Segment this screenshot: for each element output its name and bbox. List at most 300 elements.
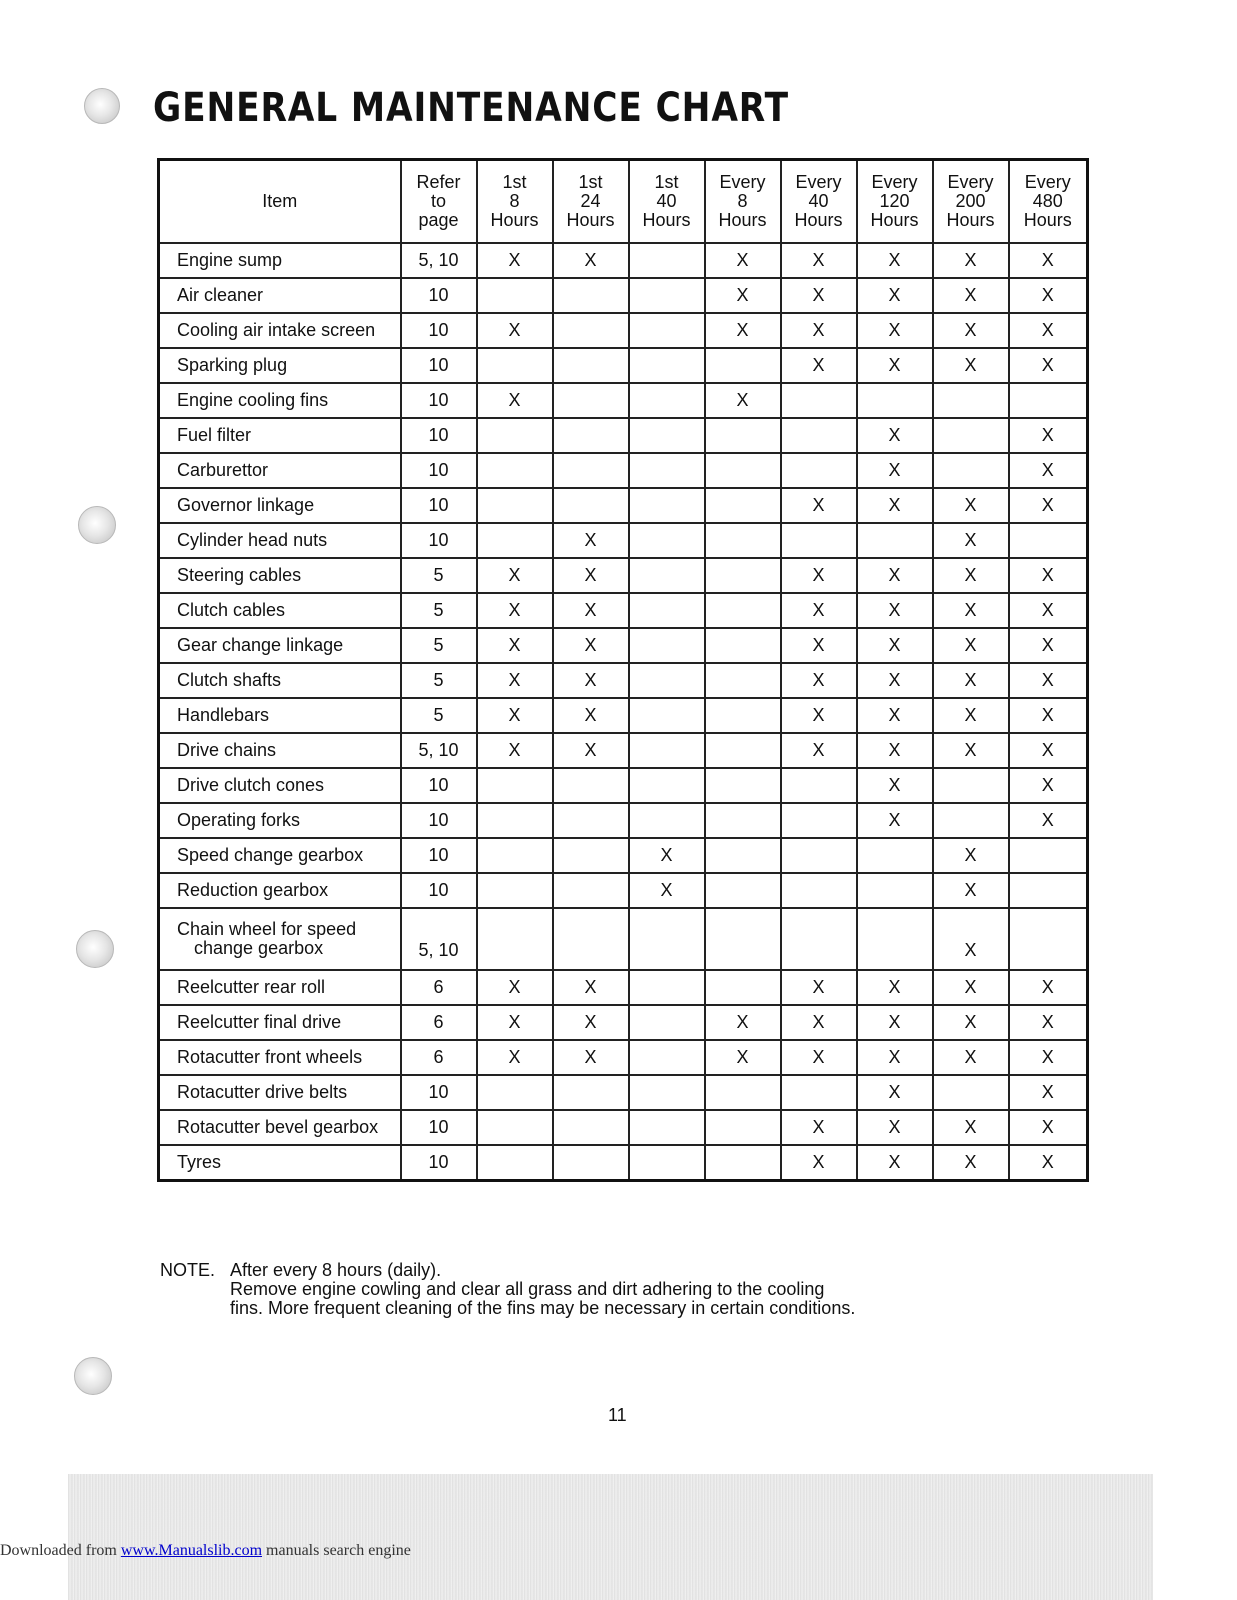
interval-mark-cell: [629, 628, 705, 663]
item-name: Rotacutter drive belts: [177, 1082, 348, 1102]
interval-mark-cell: [629, 970, 705, 1005]
header-line: 40: [656, 191, 677, 211]
interval-mark-cell: X: [857, 558, 933, 593]
interval-mark-cell: [933, 453, 1009, 488]
page-ref-cell: 10: [401, 1075, 477, 1110]
interval-mark-cell: X: [477, 243, 553, 278]
note-body: [230, 1261, 910, 1318]
interval-mark-cell: [553, 348, 629, 383]
item-name: Governor linkage: [177, 495, 315, 515]
item-cell: [159, 663, 401, 698]
interval-mark-cell: [705, 908, 781, 970]
binder-hole-top: [84, 88, 120, 124]
note-label: NOTE.: [160, 1260, 216, 1280]
interval-mark-cell: [553, 453, 629, 488]
item-name: Engine sump: [177, 250, 283, 270]
interval-mark-cell: X: [1009, 488, 1088, 523]
interval-mark-cell: X: [781, 488, 857, 523]
header-line: page: [418, 210, 459, 230]
interval-mark-cell: [705, 1075, 781, 1110]
table-row: [159, 768, 1088, 803]
footer-prefix: Downloaded from: [0, 1542, 121, 1559]
interval-mark-cell: [629, 278, 705, 313]
interval-mark-cell: X: [857, 733, 933, 768]
header-line: 24: [580, 191, 601, 211]
header-line: Every: [795, 172, 842, 192]
interval-mark-cell: [553, 313, 629, 348]
item-cell: [159, 488, 401, 523]
interval-mark-cell: [553, 1075, 629, 1110]
interval-mark-cell: X: [857, 803, 933, 838]
interval-mark-cell: [781, 418, 857, 453]
header-line: Every: [719, 172, 766, 192]
interval-mark-cell: [553, 803, 629, 838]
interval-mark-cell: X: [857, 278, 933, 313]
interval-mark-cell: X: [857, 698, 933, 733]
interval-mark-cell: X: [933, 243, 1009, 278]
item-name: Reduction gearbox: [177, 880, 329, 900]
interval-mark-cell: X: [629, 838, 705, 873]
header-line: Hours: [566, 210, 615, 230]
header-line: 8: [509, 191, 520, 211]
interval-mark-cell: X: [1009, 698, 1088, 733]
page-ref-cell: 5: [401, 628, 477, 663]
interval-mark-cell: X: [857, 1075, 933, 1110]
interval-mark-cell: [629, 383, 705, 418]
interval-mark-cell: X: [933, 970, 1009, 1005]
item-cell: [159, 698, 401, 733]
interval-mark-cell: X: [1009, 1040, 1088, 1075]
interval-mark-cell: [553, 1110, 629, 1145]
interval-mark-cell: X: [781, 348, 857, 383]
table-row: [159, 453, 1088, 488]
interval-mark-cell: [477, 1145, 553, 1181]
header-line: Every: [871, 172, 918, 192]
header-line: 1st: [578, 172, 603, 192]
interval-mark-cell: [857, 838, 933, 873]
table-row: [159, 523, 1088, 558]
interval-mark-cell: X: [781, 243, 857, 278]
note-line: After every 8 hours (daily).: [230, 1260, 442, 1280]
item-cell: [159, 348, 401, 383]
interval-mark-cell: X: [857, 1005, 933, 1040]
interval-mark-cell: [705, 803, 781, 838]
item-name: Cooling air intake screen: [177, 320, 376, 340]
interval-mark-cell: X: [477, 1040, 553, 1075]
page-ref-cell: 6: [401, 970, 477, 1005]
interval-mark-cell: [553, 1145, 629, 1181]
interval-mark-cell: [933, 418, 1009, 453]
interval-mark-cell: X: [705, 243, 781, 278]
interval-mark-cell: [705, 733, 781, 768]
interval-mark-cell: X: [857, 593, 933, 628]
interval-mark-cell: X: [705, 383, 781, 418]
item-cell: [159, 970, 401, 1005]
interval-mark-cell: X: [933, 1145, 1009, 1181]
interval-mark-cell: [1009, 383, 1088, 418]
page-ref-cell: 5, 10: [401, 908, 477, 970]
item-cell: [159, 1110, 401, 1145]
page-number: 11: [608, 1405, 627, 1425]
interval-mark-cell: [705, 970, 781, 1005]
interval-mark-cell: X: [1009, 768, 1088, 803]
interval-mark-cell: X: [933, 908, 1009, 970]
interval-mark-cell: X: [933, 558, 1009, 593]
page-ref-cell: 10: [401, 1145, 477, 1181]
interval-mark-cell: X: [857, 1145, 933, 1181]
interval-mark-cell: X: [1009, 313, 1088, 348]
interval-mark-cell: X: [933, 278, 1009, 313]
item-name-continued: change gearbox: [194, 938, 324, 958]
table-row: [159, 908, 1088, 970]
table-body: [159, 243, 1088, 1181]
table-header-row: [159, 160, 1088, 244]
header-line: 1st: [654, 172, 679, 192]
interval-mark-cell: [477, 523, 553, 558]
page-ref-cell: 10: [401, 768, 477, 803]
table-row: [159, 970, 1088, 1005]
interval-mark-cell: [477, 278, 553, 313]
item-name: Operating forks: [177, 810, 301, 830]
table-row: [159, 1145, 1088, 1181]
interval-mark-cell: X: [1009, 803, 1088, 838]
interval-mark-cell: X: [477, 383, 553, 418]
interval-mark-cell: X: [781, 593, 857, 628]
header-line: to: [430, 191, 446, 211]
interval-mark-cell: X: [933, 1110, 1009, 1145]
interval-mark-cell: [857, 908, 933, 970]
item-cell: [159, 383, 401, 418]
interval-mark-cell: X: [477, 733, 553, 768]
interval-mark-cell: X: [781, 663, 857, 698]
interval-mark-cell: [629, 313, 705, 348]
interval-mark-cell: [553, 383, 629, 418]
interval-mark-cell: X: [629, 873, 705, 908]
interval-mark-cell: [705, 873, 781, 908]
page-ref-cell: 10: [401, 313, 477, 348]
interval-mark-cell: X: [1009, 1005, 1088, 1040]
interval-mark-cell: X: [705, 1040, 781, 1075]
table-row: [159, 278, 1088, 313]
header-line: Hours: [718, 210, 767, 230]
interval-mark-cell: [781, 803, 857, 838]
interval-mark-cell: X: [553, 733, 629, 768]
item-cell: [159, 628, 401, 663]
maintenance-table: [157, 158, 1089, 1182]
interval-mark-cell: X: [477, 698, 553, 733]
column-header-interval: [705, 160, 781, 244]
interval-mark-cell: X: [781, 1110, 857, 1145]
header-line: Every: [947, 172, 994, 192]
item-name: Gear change linkage: [177, 635, 344, 655]
interval-mark-cell: [857, 383, 933, 418]
interval-mark-cell: [477, 348, 553, 383]
interval-mark-cell: [781, 768, 857, 803]
interval-mark-cell: [629, 803, 705, 838]
interval-mark-cell: X: [553, 970, 629, 1005]
interval-mark-cell: [629, 593, 705, 628]
interval-mark-cell: [705, 488, 781, 523]
header-line: Hours: [946, 210, 995, 230]
interval-mark-cell: X: [933, 733, 1009, 768]
interval-mark-cell: [629, 1075, 705, 1110]
interval-mark-cell: [705, 418, 781, 453]
item-cell: [159, 768, 401, 803]
interval-mark-cell: X: [553, 628, 629, 663]
interval-mark-cell: X: [857, 243, 933, 278]
table-row: [159, 1005, 1088, 1040]
header-line: Hours: [490, 210, 539, 230]
item-cell: [159, 243, 401, 278]
interval-mark-cell: X: [857, 1110, 933, 1145]
item-name: Sparking plug: [177, 355, 288, 375]
interval-mark-cell: X: [857, 348, 933, 383]
interval-mark-cell: [629, 453, 705, 488]
column-header-interval: [553, 160, 629, 244]
interval-mark-cell: X: [857, 1040, 933, 1075]
interval-mark-cell: X: [705, 1005, 781, 1040]
interval-mark-cell: X: [781, 558, 857, 593]
interval-mark-cell: X: [477, 970, 553, 1005]
interval-mark-cell: [857, 873, 933, 908]
interval-mark-cell: X: [1009, 278, 1088, 313]
table-row: [159, 873, 1088, 908]
item-cell: [159, 1040, 401, 1075]
table-row: [159, 418, 1088, 453]
interval-mark-cell: [781, 838, 857, 873]
interval-mark-cell: [477, 453, 553, 488]
item-cell: [159, 453, 401, 488]
item-name: Cylinder head nuts: [177, 530, 328, 550]
page-ref-cell: 10: [401, 418, 477, 453]
item-name: Fuel filter: [177, 425, 252, 445]
item-name: Rotacutter front wheels: [177, 1047, 363, 1067]
interval-mark-cell: X: [477, 313, 553, 348]
header-line: Refer: [416, 172, 461, 192]
interval-mark-cell: X: [781, 970, 857, 1005]
interval-mark-cell: [933, 768, 1009, 803]
interval-mark-cell: X: [933, 523, 1009, 558]
interval-mark-cell: [781, 873, 857, 908]
interval-mark-cell: [705, 838, 781, 873]
interval-mark-cell: [781, 453, 857, 488]
interval-mark-cell: [705, 663, 781, 698]
interval-mark-cell: [1009, 908, 1088, 970]
item-name: Drive clutch cones: [177, 775, 325, 795]
interval-mark-cell: [1009, 873, 1088, 908]
interval-mark-cell: X: [857, 663, 933, 698]
interval-mark-cell: [629, 558, 705, 593]
interval-mark-cell: [553, 278, 629, 313]
item-name: Engine cooling fins: [177, 390, 329, 410]
table-row: [159, 698, 1088, 733]
item-cell: [159, 803, 401, 838]
header-line: 8: [737, 191, 748, 211]
header-line: Hours: [642, 210, 691, 230]
interval-mark-cell: [933, 1075, 1009, 1110]
page-ref-cell: 10: [401, 488, 477, 523]
interval-mark-cell: X: [933, 1040, 1009, 1075]
interval-mark-cell: X: [477, 663, 553, 698]
interval-mark-cell: [781, 383, 857, 418]
interval-mark-cell: [1009, 523, 1088, 558]
interval-mark-cell: X: [933, 313, 1009, 348]
interval-mark-cell: [477, 488, 553, 523]
page-ref-cell: 10: [401, 1110, 477, 1145]
interval-mark-cell: X: [781, 1145, 857, 1181]
header-line: Hours: [1023, 210, 1072, 230]
interval-mark-cell: [705, 453, 781, 488]
interval-mark-cell: [705, 558, 781, 593]
interval-mark-cell: [477, 1110, 553, 1145]
item-cell: [159, 1145, 401, 1181]
interval-mark-cell: X: [705, 313, 781, 348]
interval-mark-cell: [629, 418, 705, 453]
interval-mark-cell: X: [553, 1005, 629, 1040]
item-cell: [159, 733, 401, 768]
item-name: Clutch shafts: [177, 670, 282, 690]
page-ref-cell: 10: [401, 803, 477, 838]
interval-mark-cell: X: [857, 628, 933, 663]
item-cell: [159, 1005, 401, 1040]
interval-mark-cell: X: [857, 768, 933, 803]
item-cell: [159, 523, 401, 558]
header-line: Hours: [794, 210, 843, 230]
item-name: Reelcutter rear roll: [177, 977, 326, 997]
interval-mark-cell: X: [477, 628, 553, 663]
interval-mark-cell: [933, 803, 1009, 838]
interval-mark-cell: X: [1009, 453, 1088, 488]
item-cell: [159, 558, 401, 593]
column-header-interval: [781, 160, 857, 244]
column-header-interval: [857, 160, 933, 244]
item-name: Tyres: [177, 1152, 222, 1172]
header-line: 480: [1032, 191, 1063, 211]
page-ref-cell: 10: [401, 383, 477, 418]
interval-mark-cell: X: [477, 558, 553, 593]
interval-mark-cell: [477, 768, 553, 803]
table-row: [159, 838, 1088, 873]
table-row: [159, 1075, 1088, 1110]
interval-mark-cell: [629, 908, 705, 970]
interval-mark-cell: [477, 1075, 553, 1110]
interval-mark-cell: X: [933, 838, 1009, 873]
interval-mark-cell: [629, 698, 705, 733]
interval-mark-cell: [629, 663, 705, 698]
interval-mark-cell: X: [1009, 1075, 1088, 1110]
header-line: Every: [1024, 172, 1071, 192]
interval-mark-cell: [629, 488, 705, 523]
interval-mark-cell: X: [553, 523, 629, 558]
interval-mark-cell: X: [1009, 663, 1088, 698]
page-ref-cell: 5: [401, 663, 477, 698]
interval-mark-cell: [477, 803, 553, 838]
interval-mark-cell: X: [933, 593, 1009, 628]
interval-mark-cell: X: [857, 970, 933, 1005]
item-name: Steering cables: [177, 565, 302, 585]
item-name: Reelcutter final drive: [177, 1012, 342, 1032]
interval-mark-cell: [705, 1110, 781, 1145]
note-line: fins. More frequent cleaning of the fins may be necessary in certain conditions.: [230, 1298, 856, 1318]
table-row: [159, 593, 1088, 628]
interval-mark-cell: X: [477, 1005, 553, 1040]
page-ref-cell: 6: [401, 1040, 477, 1075]
interval-mark-cell: X: [781, 313, 857, 348]
binder-hole-upper-middle: [78, 506, 116, 544]
interval-mark-cell: [553, 908, 629, 970]
column-header-interval: [477, 160, 553, 244]
interval-mark-cell: X: [1009, 970, 1088, 1005]
column-header-interval: [933, 160, 1009, 244]
item-cell: [159, 313, 401, 348]
interval-mark-cell: [477, 873, 553, 908]
header-line: 200: [955, 191, 986, 211]
interval-mark-cell: X: [553, 1040, 629, 1075]
binder-hole-bottom: [74, 1357, 112, 1395]
interval-mark-cell: X: [781, 1005, 857, 1040]
column-header-item: [159, 160, 401, 244]
interval-mark-cell: [857, 523, 933, 558]
page-ref-cell: 10: [401, 348, 477, 383]
item-name: Carburettor: [177, 460, 269, 480]
interval-mark-cell: [553, 768, 629, 803]
interval-mark-cell: [705, 523, 781, 558]
table-row: [159, 383, 1088, 418]
page-ref-cell: 10: [401, 523, 477, 558]
interval-mark-cell: X: [857, 488, 933, 523]
interval-mark-cell: X: [781, 1040, 857, 1075]
interval-mark-cell: X: [477, 593, 553, 628]
interval-mark-cell: X: [933, 1005, 1009, 1040]
interval-mark-cell: [477, 418, 553, 453]
page-ref-cell: 5, 10: [401, 733, 477, 768]
table-row: [159, 488, 1088, 523]
interval-mark-cell: X: [1009, 628, 1088, 663]
interval-mark-cell: [705, 628, 781, 663]
item-name: Drive chains: [177, 740, 277, 760]
interval-mark-cell: X: [1009, 733, 1088, 768]
interval-mark-cell: [629, 348, 705, 383]
interval-mark-cell: [705, 698, 781, 733]
item-cell: [159, 1075, 401, 1110]
page-ref-cell: 10: [401, 278, 477, 313]
interval-mark-cell: [629, 1145, 705, 1181]
table-row: [159, 663, 1088, 698]
item-cell: [159, 593, 401, 628]
table-row: [159, 348, 1088, 383]
item-name: Air cleaner: [177, 285, 264, 305]
interval-mark-cell: X: [857, 313, 933, 348]
interval-mark-cell: X: [933, 488, 1009, 523]
interval-mark-cell: [781, 1075, 857, 1110]
manualslib-link[interactable]: www.Manualslib.com: [120, 1542, 263, 1559]
interval-mark-cell: [1009, 838, 1088, 873]
interval-mark-cell: [629, 243, 705, 278]
interval-mark-cell: [705, 768, 781, 803]
interval-mark-cell: [553, 488, 629, 523]
interval-mark-cell: [629, 1040, 705, 1075]
table-row: [159, 803, 1088, 838]
interval-mark-cell: X: [553, 593, 629, 628]
interval-mark-cell: [553, 838, 629, 873]
interval-mark-cell: [629, 1110, 705, 1145]
table-row: [159, 1110, 1088, 1145]
interval-mark-cell: [477, 838, 553, 873]
header-line: 120: [879, 191, 910, 211]
interval-mark-cell: X: [781, 278, 857, 313]
page-ref-cell: 5: [401, 593, 477, 628]
column-header-interval: [629, 160, 705, 244]
